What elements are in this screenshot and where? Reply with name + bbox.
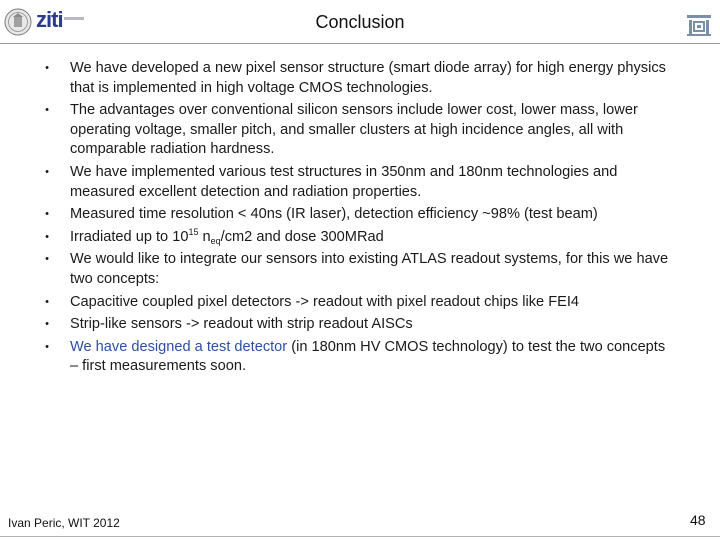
- bullet-text-run: n: [198, 228, 211, 245]
- bullet-marker: •: [45, 295, 49, 308]
- page-number: 48: [690, 512, 706, 528]
- footer-divider: [0, 536, 720, 537]
- bullet-text-run: /cm2 and dose 300MRad: [220, 228, 384, 245]
- bullet-text-run: (in 180nm HV CMOS technology) to test the two concepts – first measurements soon.: [70, 338, 666, 375]
- bullet-text: [70, 293, 676, 313]
- institute-logo-icon: [686, 12, 712, 38]
- bullet-text-run: Strip-like sensors -> readout with strip readout AISCs: [70, 316, 413, 333]
- bullet-list: [36, 59, 676, 380]
- bullet-text-run: We have implemented various test structures in 350nm and 180nm technologies and measured excellent detection and radiation properties.: [70, 163, 618, 200]
- bullet-text-run: Capacitive coupled pixel detectors -> readout with pixel readout chips like FEI4: [70, 293, 580, 310]
- bullet-item: [36, 205, 676, 225]
- bullet-item: [36, 101, 676, 160]
- bullet-text: [70, 163, 676, 202]
- bullet-text-run: We have developed a new pixel sensor structure (smart diode array) for high energy physics that is implemented in high voltage CMOS technologies.: [70, 60, 666, 96]
- bullet-marker: •: [45, 340, 49, 353]
- bullet-text: [70, 338, 676, 377]
- bullet-text: [70, 250, 676, 289]
- bullet-text-run: Measured time resolution < 40ns (IR laser), detection efficiency ~98% (test beam): [70, 206, 598, 223]
- footer-author: Ivan Peric, WIT 2012: [8, 516, 120, 530]
- bullet-text: [70, 228, 676, 248]
- bullet-text-run: We would like to integrate our sensors into existing ATLAS readout systems, for this we have two concepts:: [70, 251, 669, 287]
- bullet-marker: •: [45, 165, 49, 178]
- bullet-item: [36, 163, 676, 202]
- bullet-text-run: 15: [188, 226, 199, 237]
- bullet-marker: •: [45, 208, 49, 221]
- bullet-item: [36, 59, 676, 98]
- bullet-item: [36, 293, 676, 313]
- bullet-marker: •: [45, 230, 49, 243]
- bullet-marker: •: [45, 253, 49, 266]
- bullet-marker: •: [45, 318, 49, 331]
- ziti-logo: ziti: [36, 7, 63, 32]
- bullet-text-run: We have designed a test detector: [70, 338, 288, 355]
- bullet-text: [70, 101, 676, 160]
- bullet-text-run: Irradiated up to 10: [70, 228, 189, 245]
- bullet-text: [70, 59, 676, 98]
- bullet-marker: •: [45, 104, 49, 117]
- bullet-item: [36, 228, 676, 248]
- bullet-text-run: eq: [210, 235, 221, 246]
- bullet-item: [36, 315, 676, 335]
- slide-header: [0, 0, 720, 44]
- bullet-text: [70, 205, 676, 225]
- bullet-item: [36, 250, 676, 289]
- header-divider: [0, 43, 720, 44]
- bullet-item: [36, 338, 676, 377]
- bullet-marker: •: [45, 62, 49, 74]
- bullet-text-run: The advantages over conventional silicon sensors include lower cost, lower mass, lower operating voltage, smaller pitch, and smaller clusters at high incidence angles, all with comparable radiation hardness.: [70, 102, 638, 158]
- page-title: Conclusion: [315, 12, 405, 32]
- bullet-text: [70, 315, 676, 335]
